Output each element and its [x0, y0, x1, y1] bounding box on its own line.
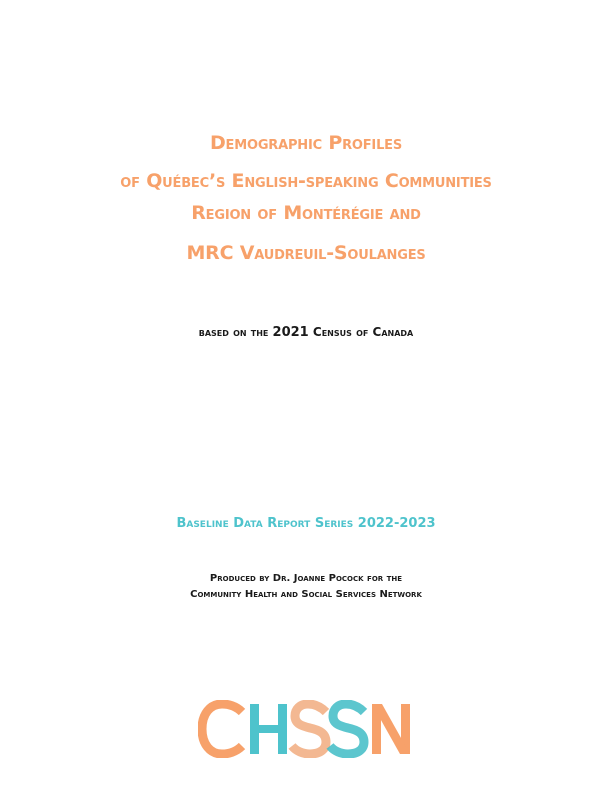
- subtitle-prefix: based on the: [198, 325, 273, 339]
- title-line-3: Region of Montérégie and: [191, 202, 421, 224]
- report-title: [0, 132, 612, 264]
- title-line-2: of Québec’s English-speaking Communities: [120, 170, 492, 192]
- logo-letter-s2: [330, 704, 364, 754]
- logo-letter-h: [250, 704, 287, 754]
- credit-line-1: Produced by Dr. Joanne Pocock for the: [209, 573, 403, 584]
- credit-line-2: Community Health and Social Services Network: [190, 589, 422, 600]
- title-line-4: MRC Vaudreuil-Soulanges: [186, 242, 426, 264]
- chssn-logo: [0, 700, 612, 763]
- series-label: Baseline Data Report Series 2022-2023: [176, 516, 436, 531]
- logo-letter-n: [372, 704, 410, 754]
- logo-letter-c: [202, 704, 242, 754]
- title-line-1: Demographic Profiles: [209, 132, 402, 154]
- report-subtitle: [0, 324, 612, 341]
- subtitle-suffix: Census of Canada: [308, 325, 414, 339]
- chssn-logo-graphic: [198, 700, 414, 758]
- subtitle-year: 2021: [272, 325, 309, 340]
- author-credit: [0, 571, 612, 603]
- logo-letter-s1: [292, 704, 326, 754]
